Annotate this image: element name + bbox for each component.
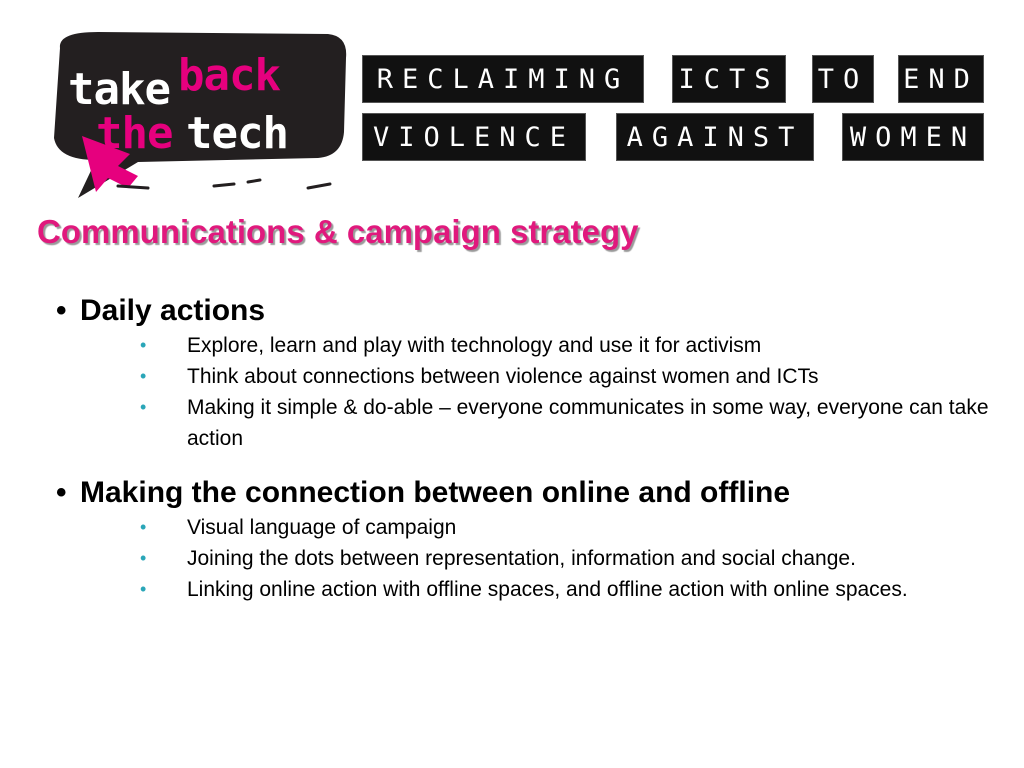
logo-word-take: take — [68, 64, 170, 115]
banner-tile: AGAINST — [616, 113, 814, 161]
list-item-text: Think about connections between violence against women and ICTs — [187, 365, 819, 388]
section-online-offline — [56, 474, 996, 605]
banner-tile: WOMEN — [842, 113, 984, 161]
list-item — [56, 574, 996, 605]
section-heading-text: Daily actions — [80, 294, 266, 327]
sub-bullet-icon: • — [140, 335, 147, 355]
banner-tile: RECLAIMING — [362, 55, 644, 103]
section-daily-actions — [56, 292, 996, 454]
sub-bullet-icon: • — [140, 517, 147, 537]
section-heading — [56, 292, 996, 330]
sub-bullet-list — [56, 330, 996, 454]
list-item-text: Linking online action with offline spaces, and offline action with online spaces. — [187, 578, 908, 601]
logo-word-back: back — [178, 50, 280, 101]
bullet-dot: • — [56, 294, 67, 327]
section-heading — [56, 474, 996, 512]
banner-tile: VIOLENCE — [362, 113, 586, 161]
list-item — [56, 392, 996, 454]
banner-tile: ICTS — [672, 55, 786, 103]
sub-bullet-icon: • — [140, 579, 147, 599]
list-item — [56, 512, 996, 543]
list-item — [56, 543, 996, 574]
sub-bullet-icon: • — [140, 397, 147, 417]
sub-bullet-list — [56, 512, 996, 605]
list-item — [56, 330, 996, 361]
logo-word-the: the — [96, 108, 173, 159]
bullet-dot: • — [56, 476, 67, 509]
logo-word-tech: tech — [186, 108, 288, 159]
list-item-text: Joining the dots between representation, information and social change. — [187, 547, 856, 570]
list-item-text: Explore, learn and play with technology and use it for activism — [187, 334, 762, 357]
banner-tile: END — [898, 55, 984, 103]
banner-tile: TO — [812, 55, 874, 103]
sub-bullet-icon: • — [140, 548, 147, 568]
section-heading-text: Making the connection between online and offline — [80, 476, 791, 509]
slide-title: Communications & campaign strategy — [37, 213, 639, 250]
list-item-text: Making it simple & do-able – everyone communicates in some way, everyone can take action — [187, 396, 989, 450]
sub-bullet-icon: • — [140, 366, 147, 386]
list-item — [56, 361, 996, 392]
take-back-the-tech-logo — [38, 28, 358, 198]
list-item-text: Visual language of campaign — [187, 516, 457, 539]
